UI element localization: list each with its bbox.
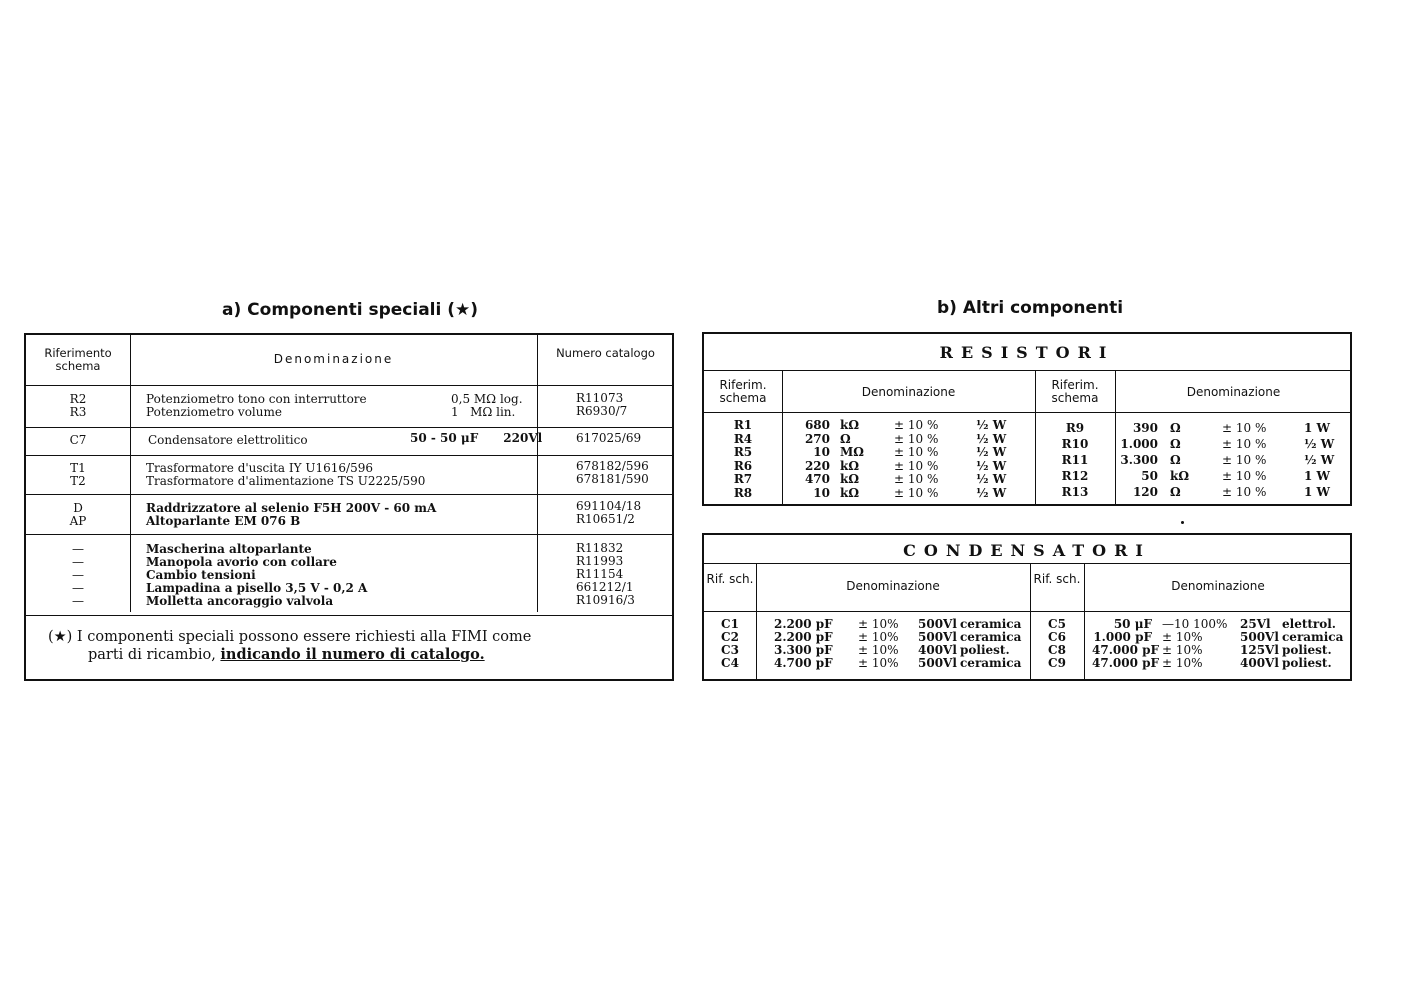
ref-dash: — <box>72 568 84 582</box>
component-spec: 1 MΩ lin. <box>451 405 516 419</box>
capacitor-tolerance: ± 10% <box>1162 630 1203 644</box>
condensatori-table <box>702 533 1352 681</box>
resistor-unit: Ω <box>840 431 851 446</box>
resistor-tolerance: ± 10 % <box>1222 421 1267 435</box>
capacitor-ref: C3 <box>721 643 739 657</box>
resistor-tolerance: ± 10 % <box>1222 453 1267 467</box>
resistor-ref: R11 <box>1061 453 1089 467</box>
condensatori-ref-header-2: Rif. sch. <box>1033 572 1081 586</box>
footnote-line-1: (★) I componenti speciali possono essere richiesti alla FIMI come <box>48 629 532 645</box>
resistor-power: ½ W <box>976 485 1007 500</box>
footnote-line-2: parti di ricambio, indicando il numero di catalogo. <box>88 646 485 663</box>
capacitor-tolerance: —10 100% <box>1162 617 1228 631</box>
ref-dash: — <box>72 542 84 556</box>
capacitor-tolerance: ± 10% <box>858 643 899 657</box>
catalog-number: 661212/1 <box>576 580 634 594</box>
capacitor-voltage: 400Vl <box>1240 656 1279 670</box>
resistor-power: ½ W <box>976 458 1007 473</box>
resistor-power: ½ W <box>976 418 1007 432</box>
component-name: Mascherina altoparlante <box>146 542 312 556</box>
component-name: Potenziometro volume <box>146 405 282 419</box>
component-name: Raddrizzatore al selenio F5H 200V - 60 mA <box>146 501 437 515</box>
resistor-tolerance: ± 10 % <box>1222 469 1267 483</box>
resistor-value: 10 <box>813 485 830 500</box>
resistor-ref: R1 <box>733 418 753 432</box>
catalog-number: 678182/596 <box>576 459 649 473</box>
capacitor-type: poliest. <box>1282 656 1332 670</box>
component-spec: 0,5 MΩ log. <box>451 392 523 406</box>
catalog-number: R10916/3 <box>576 593 635 607</box>
resistor-value: 1.000 <box>1120 437 1158 451</box>
capacitor-voltage: 500Vl <box>918 656 957 670</box>
resistor-ref: R7 <box>733 472 753 486</box>
resistor-value: 50 <box>1141 469 1158 483</box>
component-spec: 50 - 50 μF 220Vl <box>410 431 543 445</box>
component-name: Trasformatore d'uscita IY U1616/596 <box>146 461 373 475</box>
resistor-tolerance: ± 10 % <box>894 418 939 432</box>
capacitor-type: poliest. <box>960 643 1010 657</box>
ref-d: D <box>73 501 83 515</box>
dot-mark <box>1181 521 1184 524</box>
component-name: Condensatore elettrolitico <box>148 433 308 447</box>
resistor-value: 120 <box>1132 485 1158 499</box>
resistor-tolerance: ± 10 % <box>894 458 939 473</box>
condensatori-ref-header: Rif. sch. <box>706 572 754 586</box>
resistor-unit: Ω <box>1170 437 1181 451</box>
component-name: Altoparlante EM 076 B <box>146 514 301 528</box>
capacitor-ref: C1 <box>721 617 739 631</box>
ref-r2: R2 <box>69 392 87 406</box>
catalog-number: R11154 <box>576 567 624 581</box>
catalog-number: R11832 <box>576 541 624 555</box>
resistor-unit: Ω <box>1170 421 1181 435</box>
resistor-unit: Ω <box>1170 485 1181 499</box>
resistor-value: 270 <box>804 431 830 446</box>
capacitor-value: 47.000 pF <box>1092 643 1160 657</box>
condensatori-name-header: Denominazione <box>846 579 940 593</box>
ref-dash: — <box>72 581 84 595</box>
resistori-table <box>702 332 1352 506</box>
footnote-emphasis: indicando il numero di catalogo. <box>220 646 485 663</box>
special-components-table <box>24 333 674 681</box>
ref-t1: T1 <box>70 461 86 475</box>
resistor-tolerance: ± 10 % <box>894 485 939 500</box>
resistor-ref: R12 <box>1061 469 1089 483</box>
ref-dash: — <box>72 555 84 569</box>
resistor-unit: kΩ <box>840 418 859 432</box>
capacitor-voltage: 125Vl <box>1240 643 1279 657</box>
capacitor-tolerance: ± 10% <box>1162 643 1203 657</box>
resistor-ref: R13 <box>1061 485 1089 499</box>
capacitor-value: 3.300 pF <box>774 643 833 657</box>
resistor-unit: kΩ <box>840 472 859 486</box>
capacitor-type: ceramica <box>960 656 1022 670</box>
resistor-unit: Ω <box>1170 453 1181 467</box>
capacitor-ref: C9 <box>1048 656 1066 670</box>
resistor-unit: kΩ <box>840 485 859 500</box>
capacitor-value: 4.700 pF <box>774 656 833 670</box>
capacitor-tolerance: ± 10% <box>858 656 899 670</box>
resistor-ref: R6 <box>733 458 753 473</box>
capacitor-ref: C5 <box>1048 617 1066 631</box>
capacitor-tolerance: ± 10% <box>858 630 899 644</box>
ref-ap: AP <box>69 514 87 528</box>
capacitor-voltage: 500Vl <box>918 630 957 644</box>
section-a-title: a) Componenti speciali (★) <box>222 300 479 320</box>
condensatori-title: CONDENSATORI <box>903 541 1151 560</box>
resistor-tolerance: ± 10 % <box>1222 437 1267 451</box>
capacitor-ref: C8 <box>1048 643 1066 657</box>
capacitor-type: ceramica <box>960 617 1022 631</box>
capacitor-ref: C2 <box>721 630 739 644</box>
resistor-ref: R8 <box>733 485 753 500</box>
resistor-power: 1 W <box>1304 421 1331 435</box>
resistor-power: ½ W <box>976 431 1007 446</box>
header-denominazione: Denominazione <box>273 352 394 366</box>
component-name: Molletta ancoraggio valvola <box>146 594 334 608</box>
resistor-power: ½ W <box>976 445 1007 459</box>
component-name: Manopola avorio con collare <box>146 555 337 569</box>
resistor-tolerance: ± 10 % <box>1222 485 1267 499</box>
resistor-ref: R10 <box>1061 437 1089 451</box>
capacitor-ref: C4 <box>721 656 739 670</box>
capacitor-value: 1.000 pF <box>1093 630 1152 644</box>
resistor-unit: kΩ <box>1170 469 1189 483</box>
ref-c7: C7 <box>69 433 87 447</box>
resistori-title: RESISTORI <box>939 343 1115 362</box>
capacitor-voltage: 400Vl <box>918 643 957 657</box>
capacitor-voltage: 25Vl <box>1240 617 1271 631</box>
catalog-number: R6930/7 <box>576 404 628 418</box>
resistor-power: 1 W <box>1304 469 1331 483</box>
resistor-power: ½ W <box>976 472 1007 486</box>
resistor-ref: R4 <box>733 431 753 446</box>
capacitor-value: 2.200 pF <box>774 630 833 644</box>
resistor-value: 390 <box>1132 421 1158 435</box>
capacitor-value: 47.000 pF <box>1092 656 1160 670</box>
ref-t2: T2 <box>70 474 86 488</box>
resistor-ref: R9 <box>1065 421 1085 435</box>
capacitor-value: 2.200 pF <box>774 617 833 631</box>
resistor-value: 3.300 <box>1120 453 1158 467</box>
catalog-number: R10651/2 <box>576 512 635 526</box>
resistori-name-header-2: Denominazione <box>1186 385 1281 399</box>
header-riferimento: Riferimento schema <box>44 346 112 373</box>
component-name: Potenziometro tono con interruttore <box>146 392 367 406</box>
resistor-unit: MΩ <box>840 445 864 459</box>
catalog-number: R11993 <box>576 554 624 568</box>
catalog-number: R11073 <box>576 391 624 405</box>
resistori-ref-header-2: Riferim. schema <box>1051 378 1099 405</box>
resistor-value: 470 <box>804 472 830 486</box>
resistor-tolerance: ± 10 % <box>894 431 939 446</box>
ref-dash: — <box>72 594 84 608</box>
capacitor-type: ceramica <box>1282 630 1344 644</box>
catalog-number: 678181/590 <box>576 472 649 486</box>
condensatori-name-header-2: Denominazione <box>1171 579 1265 593</box>
capacitor-tolerance: ± 10% <box>1162 656 1203 670</box>
capacitor-type: elettrol. <box>1282 617 1336 631</box>
resistor-power: 1 W <box>1304 485 1331 499</box>
capacitor-voltage: 500Vl <box>1240 630 1279 644</box>
ref-r3: R3 <box>69 405 87 419</box>
resistori-name-header: Denominazione <box>861 385 956 399</box>
resistor-value: 680 <box>804 418 830 432</box>
header-numero-catalogo: Numero catalogo <box>556 346 655 360</box>
catalog-number: 691104/18 <box>576 499 642 513</box>
resistor-unit: kΩ <box>840 458 859 473</box>
resistor-power: ½ W <box>1304 453 1335 467</box>
resistor-tolerance: ± 10 % <box>894 472 939 486</box>
resistor-tolerance: ± 10 % <box>894 445 939 459</box>
capacitor-ref: C6 <box>1048 630 1066 644</box>
resistor-ref: R5 <box>733 445 753 459</box>
resistor-value: 220 <box>804 458 830 473</box>
resistori-ref-header: Riferim. schema <box>719 378 767 405</box>
capacitor-type: ceramica <box>960 630 1022 644</box>
capacitor-tolerance: ± 10% <box>858 617 899 631</box>
capacitor-voltage: 500Vl <box>918 617 957 631</box>
capacitor-type: poliest. <box>1282 643 1332 657</box>
capacitor-value: 50 μF <box>1113 617 1152 631</box>
component-name: Cambio tensioni <box>146 568 256 582</box>
catalog-number: 617025/69 <box>576 431 642 445</box>
resistor-value: 10 <box>813 445 830 459</box>
component-name: Trasformatore d'alimentazione TS U2225/590 <box>146 474 426 488</box>
section-b-title: b) Altri componenti <box>937 298 1124 318</box>
component-name: Lampadina a pisello 3,5 V - 0,2 A <box>146 581 368 595</box>
resistor-power: ½ W <box>1304 437 1335 451</box>
